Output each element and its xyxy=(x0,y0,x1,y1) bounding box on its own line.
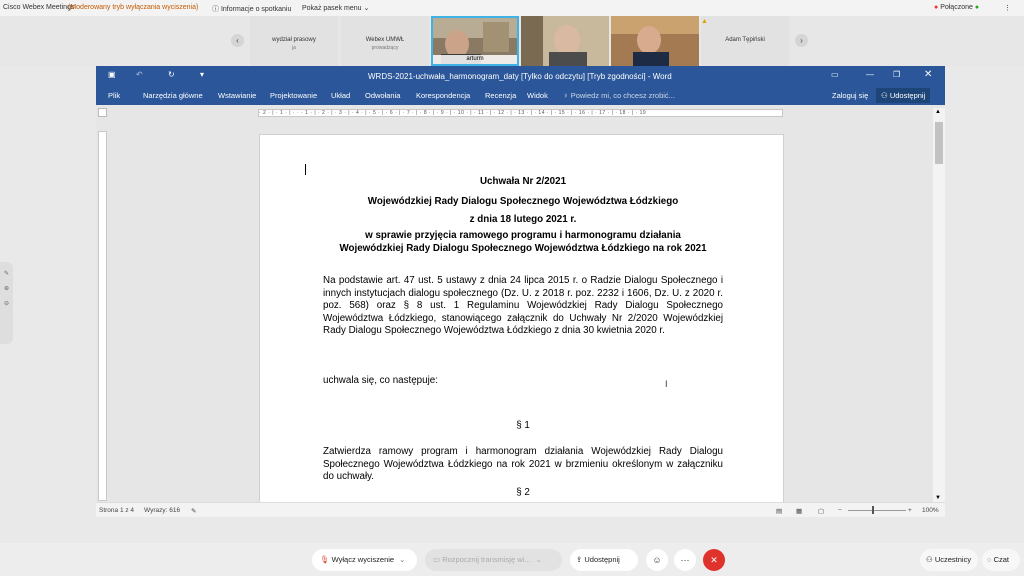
ribbon-tabs xyxy=(96,86,945,105)
doc-subject-2: Wojewódzkiej Rady Dialogu Społecznego Województwa Łódzkiego na rok 2021 xyxy=(339,243,707,254)
proofing-icon[interactable]: ✎ xyxy=(191,508,197,515)
participants-button[interactable]: ⚇ Uczestnicy xyxy=(920,549,978,571)
print-layout-icon[interactable]: ▦ xyxy=(796,508,803,515)
tab-design[interactable]: Projektowanie xyxy=(270,91,318,100)
word-statusbar xyxy=(96,502,945,517)
vertical-ruler[interactable] xyxy=(98,131,107,501)
share-content-button[interactable]: ⇪ Udostępnij xyxy=(570,549,638,571)
chat-button[interactable]: ◌ Czat xyxy=(982,549,1020,571)
redo-icon[interactable]: ↻ xyxy=(168,70,175,79)
word-titlebar xyxy=(96,66,945,86)
doc-paragraph-resolution: uchwala się, co następuje: xyxy=(323,375,438,386)
doc-section-2: § 2 xyxy=(516,487,530,498)
scroll-down-icon[interactable]: ▼ xyxy=(935,495,941,501)
doc-date: z dnia 18 lutego 2021 r. xyxy=(469,214,577,225)
tab-view[interactable]: Widok xyxy=(527,91,548,100)
tab-insert[interactable]: Wstawianie xyxy=(218,91,257,100)
warning-icon: ▲ xyxy=(701,18,708,25)
annotate-icon[interactable]: ✎ xyxy=(3,271,10,277)
unmute-button[interactable]: 🎙 Wyłącz wyciszenie ⌄ xyxy=(312,549,417,571)
left-toolbar xyxy=(0,262,13,344)
ribbon-display-icon[interactable]: ▭ xyxy=(831,70,839,79)
restore-icon[interactable]: ❐ xyxy=(893,70,901,79)
zoom-in-icon[interactable]: ⊕ xyxy=(3,286,10,292)
more-icon[interactable]: ⋮ xyxy=(1004,5,1011,12)
tell-me-box[interactable]: ♀ Powiedz mi, co chcesz zrobić... xyxy=(563,91,675,100)
person-icon: ⚇ xyxy=(881,91,888,100)
page-count[interactable]: Strona 1 z 4 xyxy=(99,507,135,514)
meeting-mode: (Moderowany tryb wyłączania wyciszenia) xyxy=(68,4,199,11)
microphone-muted-icon: 🎙 xyxy=(320,555,330,564)
ibeam-cursor-icon: I xyxy=(665,379,668,389)
save-icon[interactable]: ▣ xyxy=(108,70,116,79)
doc-title: Uchwała Nr 2/2021 xyxy=(479,176,567,187)
tab-layout[interactable]: Układ xyxy=(331,91,351,100)
app-name: Cisco Webex Meetings xyxy=(3,4,75,11)
horizontal-ruler[interactable]: · 2 · | · 1 · | · · · 1 · | · 2 · | · 3 · | · 4 · | · 5 · | · 6 · | · 7 · | · 8 · | · 9 · | · 10 · | · 11 · | · 12 · | · 13 · | · 14 · | · 15 · | · 16 · | · 17 · | · 18 · | · 19 xyxy=(258,109,783,117)
participant-tile[interactable]: wydział prasowy ja xyxy=(250,16,338,66)
tab-selector[interactable] xyxy=(98,108,107,117)
video-feed xyxy=(521,16,609,66)
lightbulb-icon: ♀ xyxy=(563,91,569,100)
undo-icon[interactable]: ↶ xyxy=(136,70,143,79)
more-options-icon[interactable]: ··· xyxy=(674,549,696,571)
word-count[interactable]: Wyrazy: 616 xyxy=(144,507,181,514)
chevron-down-icon: ⌄ xyxy=(535,555,542,564)
participant-video[interactable] xyxy=(521,16,609,66)
tab-file[interactable]: Plik xyxy=(108,91,121,100)
scroll-up-icon[interactable]: ▲ xyxy=(935,109,941,115)
doc-subtitle: Wojewódzkiej Rady Dialogu Społecznego Województwa Łódzkiego xyxy=(367,196,679,207)
camera-icon: ▭ xyxy=(433,555,441,564)
vertical-scrollbar[interactable] xyxy=(933,108,945,502)
chat-icon: ◌ xyxy=(987,555,992,564)
share-button[interactable]: ⚇ Udostępnij xyxy=(876,88,930,103)
read-mode-icon[interactable]: ▤ xyxy=(776,508,783,515)
leave-meeting-button[interactable]: ✕ xyxy=(703,549,725,571)
zoom-out-button[interactable]: − xyxy=(838,507,842,514)
person-icon: ⚇ xyxy=(926,555,933,564)
doc-paragraph-section-1: Zatwierdza ramowy program i harmonogram działania Wojewódzkiej Rady Dialogu Społecznego Województwa Łódzkiego na rok 2021 w brzmieniu określonym w załączniku do uchwały. xyxy=(323,446,723,483)
tab-home[interactable]: Narzędzia główne xyxy=(143,91,203,100)
participants-strip xyxy=(0,16,1024,66)
signin-link[interactable]: Zaloguj się xyxy=(832,91,869,100)
zoom-level[interactable]: 100% xyxy=(922,507,939,514)
zoom-in-button[interactable]: + xyxy=(908,507,912,514)
minimize-icon[interactable]: — xyxy=(866,70,874,79)
scroll-thumb[interactable] xyxy=(935,122,943,164)
chevron-right-icon[interactable]: › xyxy=(795,34,808,47)
participant-tile[interactable]: Webex UMWŁ prowadzący xyxy=(341,16,429,66)
participant-name-label: arturm xyxy=(433,55,517,64)
meeting-controls xyxy=(0,543,1024,576)
text-cursor xyxy=(305,164,306,175)
document-page[interactable] xyxy=(259,134,784,504)
reactions-icon[interactable]: ☺ xyxy=(646,549,668,571)
doc-paragraph-legal-basis: Na podstawie art. 47 ust. 5 ustawy z dnia 24 lipca 2015 r. o Radzie Dialogu Społecznego i innych instytucjach dialogu społecznego (Dz. U. z 2018 r. poz. 2232 i 1606, Dz. U. z 2020 r. poz. 568) oraz § 8 ust. 1 Regulaminu Wojewódzkiej Rady Dialogu Społecznego Województwa Łódzkiego, stanowiącego załącznik do Uchwały Nr 2/2020 Wojewódzkiej Rady Dialogu Społecznego Województwa Łódzkiego z dnia 30 kwietnia 2020 r. xyxy=(323,275,723,337)
tab-references[interactable]: Odwołania xyxy=(365,91,401,100)
zoom-slider[interactable] xyxy=(848,510,906,511)
tab-mailings[interactable]: Korespondencja xyxy=(416,91,471,100)
video-feed xyxy=(611,16,699,66)
connection-status[interactable]: ● Połączone ● xyxy=(934,4,980,11)
word-window xyxy=(96,66,945,517)
close-icon[interactable]: ✕ xyxy=(924,69,933,80)
chevron-down-icon: ⌄ xyxy=(399,555,406,564)
participant-video[interactable] xyxy=(611,16,699,66)
share-icon: ⇪ xyxy=(576,555,583,564)
webex-logo-icon: ● xyxy=(934,4,939,11)
web-layout-icon[interactable]: ▢ xyxy=(818,508,825,515)
chevron-left-icon[interactable]: ‹ xyxy=(231,34,244,47)
document-title: WRDS-2021-uchwała_harmonogram_daty [Tylko do odczytu] [Tryb zgodności] - Word xyxy=(368,72,672,81)
zoom-out-icon[interactable]: ⊖ xyxy=(3,301,10,307)
participant-tile[interactable]: ▲ Adam Tępiński xyxy=(701,16,789,66)
tab-review[interactable]: Recenzja xyxy=(485,91,517,100)
zoom-slider-thumb[interactable] xyxy=(872,506,874,514)
participant-video-active[interactable] xyxy=(431,16,519,66)
start-video-button[interactable]: ▭ Rozpocznij transmisję wi... ⌄ xyxy=(425,549,562,571)
doc-section-1: § 1 xyxy=(516,420,530,431)
doc-subject-1: w sprawie przyjęcia ramowego programu i harmonogramu działania xyxy=(365,230,681,241)
meeting-info-button[interactable]: ⓘ Informacje o spotkaniu xyxy=(212,6,292,13)
quick-access-icon[interactable]: ▾ xyxy=(200,70,205,79)
webex-top-bar xyxy=(0,0,1024,16)
show-menu-button[interactable]: Pokaż pasek menu ⌄ xyxy=(302,5,370,12)
